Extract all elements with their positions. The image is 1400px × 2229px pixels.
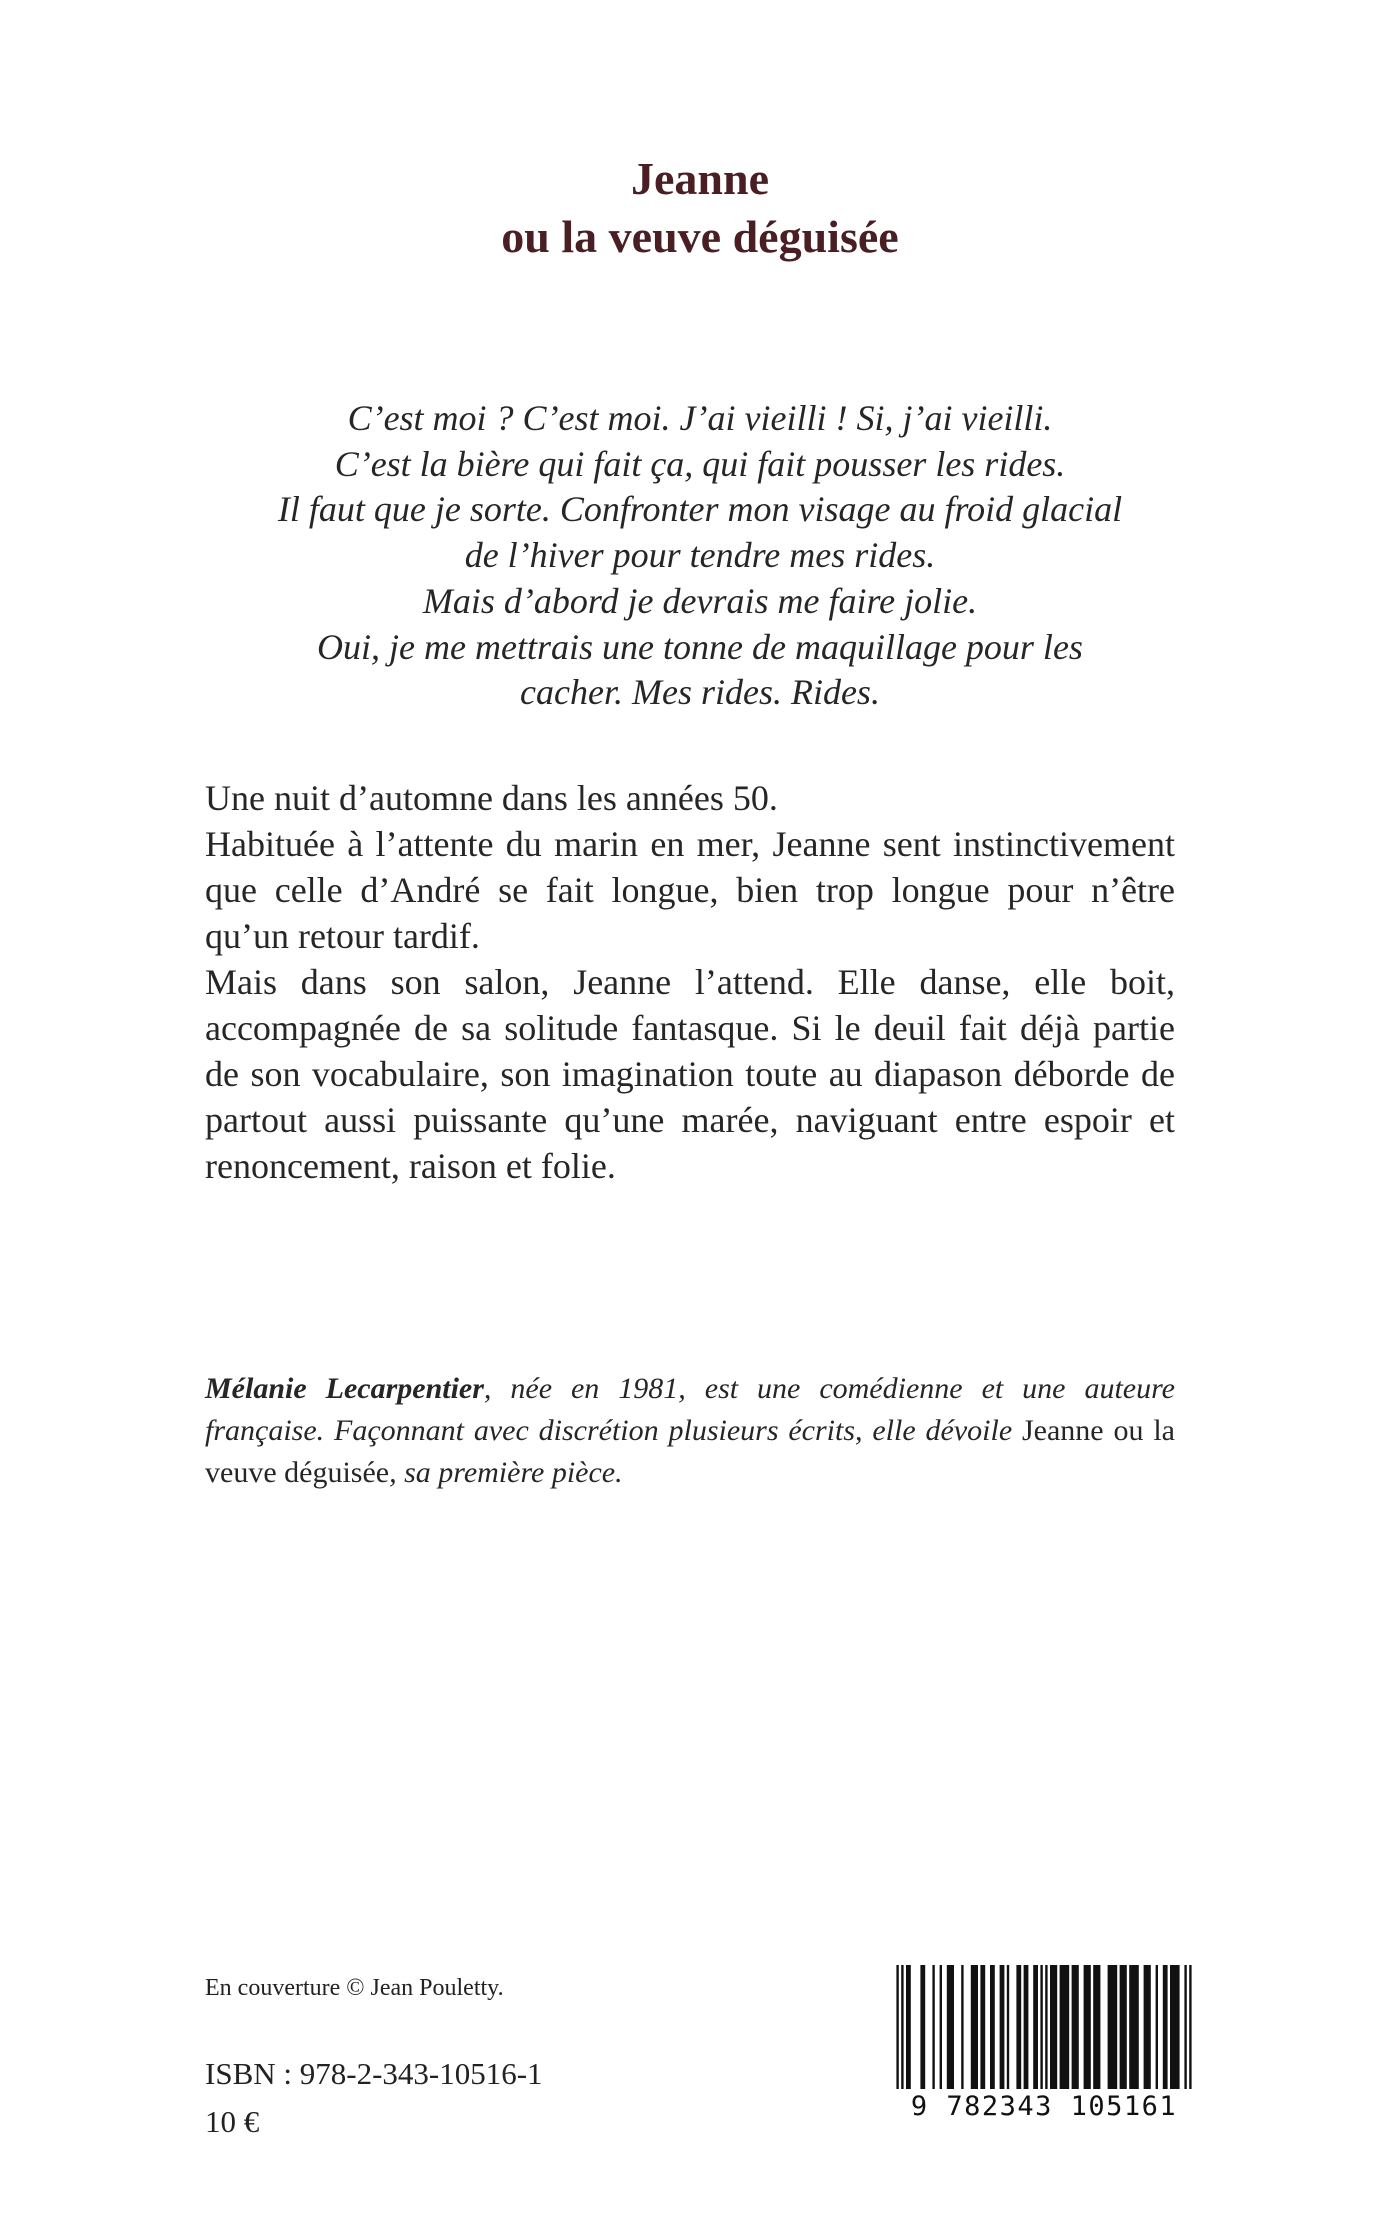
title-line-1: Jeanne (631, 153, 769, 204)
barcode-bar (1007, 1965, 1009, 2103)
barcode-bar (1189, 1965, 1191, 2103)
quote-line: Mais d’abord je devrais me faire jolie. (422, 580, 978, 621)
barcode-bar (947, 1965, 954, 2103)
barcode-bar (1045, 1965, 1047, 2103)
barcode-bar (1040, 1965, 1042, 2103)
barcode-bar (1016, 1965, 1021, 2103)
synopsis-paragraph-1: Une nuit d’automne dans les années 50. (205, 778, 778, 818)
barcode-bar (1093, 1965, 1100, 2103)
barcode (895, 1965, 1193, 2131)
price: 10 € (205, 2104, 260, 2139)
barcode-bar (1033, 1965, 1038, 2103)
barcode-bar (1000, 1965, 1005, 2103)
barcode-bar (940, 1965, 942, 2103)
author-name: Mélanie Lecarpentier (205, 1372, 484, 1405)
barcode-bar (901, 1965, 903, 2103)
bio-book-title: Jeanne ou la veuve déguisée (205, 1414, 1175, 1489)
bio-text-1: , née en 1981, est une comédienne et une auteure française. Façonnant avec discrétion plusieurs écrits, elle dévoile (205, 1372, 1175, 1447)
synopsis-paragraph-3: Mais dans son salon, Jeanne l’attend. Elle danse, elle boit, accompagnée de sa solitude fantasque. Si le deuil fait déjà partie de son vocabulaire, son imagination toute au diapason déborde de partout aussi puissante qu’une marée, naviguant entre espoir et renoncement, raison et folie. (205, 962, 1175, 1186)
barcode-bar (1084, 1965, 1091, 2103)
author-bio (205, 1368, 1175, 1494)
barcode-digits: 9 782343 105161 (895, 2089, 1193, 2125)
quote-line: Oui, je me mettrais une tonne de maquillage pour les (317, 626, 1083, 667)
quote-line: de l’hiver pour tendre mes rides. (464, 535, 936, 576)
barcode-bar (932, 1965, 934, 2103)
barcode-bar (971, 1965, 978, 2103)
barcode-bar (980, 1965, 985, 2103)
barcode-bar (896, 1965, 898, 2103)
barcode-bar (1184, 1965, 1186, 2103)
barcode-bar (990, 1965, 995, 2103)
excerpt-quote (150, 396, 1250, 716)
quote-line: cacher. Mes rides. Rides. (520, 672, 880, 713)
barcode-bar (1156, 1965, 1158, 2103)
title-line-2: ou la veuve déguisée (501, 211, 899, 262)
barcode-bar (906, 1965, 911, 2103)
barcode-bar (1072, 1965, 1079, 2103)
barcode-bar (1120, 1965, 1127, 2103)
barcode-bar (1129, 1965, 1139, 2103)
isbn: ISBN : 978-2-343-10516-1 (205, 2056, 543, 2091)
barcode-bar (961, 1965, 963, 2103)
book-title (0, 150, 1400, 266)
quote-line: Il faut que je sorte. Confronter mon visage au froid glacial (277, 489, 1123, 530)
quote-line: C’est moi ? C’est moi. J’ai vieilli ! Si, j’ai vieilli. (347, 398, 1053, 438)
synopsis (205, 775, 1175, 1189)
barcode-bar (1170, 1965, 1180, 2103)
quote-line: C’est la bière qui fait ça, qui fait pousser les rides. (334, 443, 1066, 484)
synopsis-paragraph-2: Habituée à l’attente du marin en mer, Jeanne sent instinctivement que celle d’André se fait longue, bien trop longue pour n’être qu’un retour tardif. (205, 824, 1175, 956)
barcode-bar (920, 1965, 925, 2103)
barcode-bar (1163, 1965, 1168, 2103)
cover-credit: En couverture © Jean Pouletty. (205, 1975, 504, 2001)
barcode-bar (1108, 1965, 1118, 2103)
barcode-bar (1144, 1965, 1151, 2103)
barcode-bar (1060, 1965, 1070, 2103)
barcode-bar (1050, 1965, 1057, 2103)
bio-text-2: , sa première pièce. (389, 1456, 623, 1489)
barcode-bar (1024, 1965, 1029, 2103)
